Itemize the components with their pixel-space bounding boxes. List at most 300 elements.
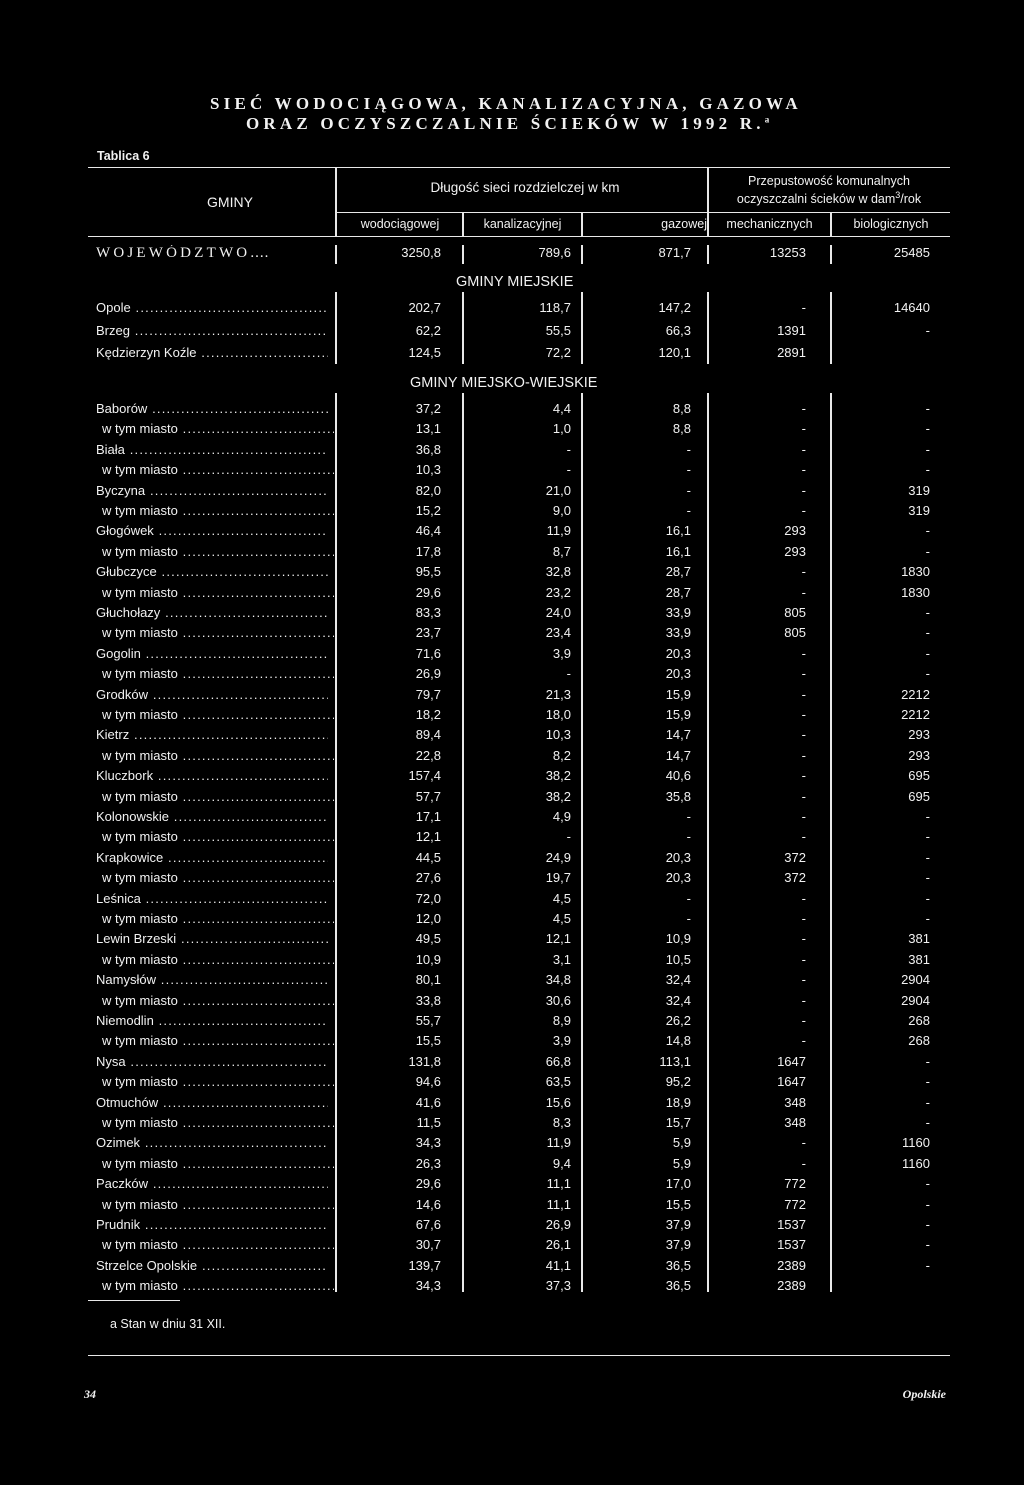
cell-mech: 293 [784,523,806,539]
cell-water: 41,6 [415,1094,441,1110]
cell-sewer: 4,5 [552,911,571,926]
cell-gas: - [686,911,691,926]
page-bottom-rule [88,1355,950,1356]
table-row [0,300,1024,320]
row-label-gmina: Kędzierzyn Koźle ..... [96,345,328,360]
cell-water: 139,7 [408,1257,441,1273]
cell-water: 89,4 [415,727,441,743]
row-label-gmina: Opole ..... [96,300,328,315]
cell-mech: - [801,809,806,824]
cell-bio: - [925,605,930,620]
row-label-city: w tym miasto ..... [102,544,334,559]
voivodeship-water: 3250,8 [401,245,441,260]
table-subrow-city [0,952,1024,972]
cell-gas: 15,7 [665,1115,691,1130]
cell-gas: 33,9 [665,605,691,620]
cell-mech: - [801,788,806,804]
cell-bio: - [925,523,930,539]
row-label-gmina: Krapkowice ..... [96,850,328,865]
cell-bio: 2212 [901,707,930,722]
cell-sewer: - [566,462,571,478]
cell-water: 23,7 [415,625,441,641]
section-urban-heading: GMINY MIEJSKIE [456,274,574,290]
table-row [0,323,1024,343]
cell-mech: 348 [784,1115,806,1130]
table-row [0,1054,1024,1074]
cell-mech: 1537 [777,1217,806,1232]
cell-mech: - [801,747,806,763]
table-row [0,646,1024,666]
cell-water: 10,3 [415,462,441,478]
cell-gas: 5,9 [672,1155,691,1171]
cell-gas: 10,9 [665,931,691,947]
cell-mech: 2389 [777,1257,806,1273]
cell-sewer: 3,1 [552,951,571,967]
cell-gas: - [686,482,691,498]
voivodeship-label: WOJEWÓDZTWO .... [96,245,326,262]
cell-water: 95,5 [415,564,441,580]
cell-bio: - [925,462,930,478]
row-label-gmina: Biała ..... [96,442,328,457]
cell-water: 27,6 [415,870,441,886]
cell-gas: 20,3 [665,870,691,886]
cell-bio: - [925,809,930,824]
cell-water: 44,5 [415,849,441,865]
cell-bio: - [925,1053,930,1069]
cell-water: 71,6 [415,645,441,661]
row-label-city: w tym miasto ..... [102,789,334,804]
table-subrow-city [0,993,1024,1013]
table-subrow-city [0,1156,1024,1176]
row-label-gmina: Kolonowskie ..... [96,809,328,824]
cell-gas: 20,3 [665,849,691,865]
cell-sewer: - [566,441,571,457]
cell-mech: - [801,727,806,743]
cell-gas: 5,9 [672,1135,691,1151]
header-col-bio: biologicznych [853,217,929,231]
cell-gas: 8,8 [672,421,691,437]
cell-water: 17,1 [415,809,441,824]
cell-sewer: 4,4 [552,401,571,416]
cell-sewer: 55,5 [545,322,571,338]
cell-sewer: 63,5 [545,1074,571,1090]
cell-gas: 20,3 [665,645,691,661]
row-label-gmina: Ozimek ..... [96,1135,328,1150]
cell-mech: - [801,972,806,988]
row-label-gmina: Kluczbork ..... [96,768,328,783]
cell-bio: - [925,911,930,926]
cell-mech: - [801,1135,806,1151]
cell-bio: 293 [908,747,930,763]
cell-bio: - [925,421,930,437]
cell-gas: 16,1 [665,543,691,559]
cell-bio: 1830 [901,564,930,580]
table-row [0,523,1024,543]
table-subrow-city [0,1074,1024,1094]
cell-sewer: 34,8 [545,972,571,988]
cell-sewer: 12,1 [545,931,571,947]
page-number: 34 [84,1387,96,1401]
cell-sewer: 8,7 [552,543,571,559]
table-row [0,809,1024,829]
header-length-group: Długość sieci rozdzielczej w km [430,180,620,195]
cell-mech: - [801,768,806,784]
cell-sewer: 18,0 [545,707,571,722]
cell-gas: - [686,441,691,457]
cell-bio: 319 [908,503,930,518]
cell-water: 14,6 [415,1196,441,1212]
cell-mech: - [801,300,806,315]
cell-water: 12,0 [415,911,441,926]
cell-bio: - [925,1115,930,1130]
header-gminy: GMINY [207,194,253,210]
table-subrow-city [0,1033,1024,1053]
cell-water: 72,0 [415,890,441,906]
cell-water: 26,9 [415,666,441,682]
table-row [0,605,1024,625]
cell-mech: - [801,1013,806,1028]
cell-water: 17,8 [415,543,441,559]
voivodeship-mech: 13253 [769,245,806,260]
cell-bio: - [925,1196,930,1212]
cell-bio: - [925,1176,930,1192]
cell-gas: 26,2 [665,1013,691,1028]
cell-water: 82,0 [415,482,441,498]
row-label-gmina: Otmuchów ..... [96,1095,328,1110]
table-row [0,1176,1024,1196]
table-row [0,931,1024,951]
table-subrow-city [0,585,1024,605]
cell-bio: 268 [908,1033,930,1049]
cell-sewer: 72,2 [545,345,571,360]
cell-water: 30,7 [415,1237,441,1253]
page-title-line2-text: ORAZ OCZYSZCZALNIE ŚCIEKÓW W 1992 R. [246,114,765,133]
cell-sewer: 41,1 [545,1257,571,1273]
cell-bio: - [925,666,930,682]
cell-mech: 2389 [777,1278,806,1294]
voivodeship-sewer: 789,6 [538,245,571,260]
table-subrow-city [0,544,1024,564]
table-subrow-city [0,462,1024,482]
cell-bio: - [925,625,930,641]
cell-sewer: 24,0 [545,605,571,620]
table-subrow-city [0,1115,1024,1135]
cell-water: 15,5 [415,1033,441,1049]
table-row [0,1135,1024,1155]
cell-gas: 15,5 [665,1196,691,1212]
cell-gas: 20,3 [665,666,691,682]
row-label-gmina: Grodków ..... [96,687,328,702]
cell-bio: - [925,401,930,416]
cell-sewer: 9,0 [552,503,571,518]
row-label-city: w tym miasto ..... [102,421,334,436]
cell-mech: 772 [784,1196,806,1212]
cell-bio: 695 [908,768,930,784]
table-subrow-city [0,625,1024,645]
cell-gas: 16,1 [665,523,691,539]
table-row [0,483,1024,503]
cell-sewer: 4,9 [552,809,571,824]
cell-mech: - [801,890,806,906]
table-subrow-city [0,911,1024,931]
header-col-gas: gazowej [661,217,707,231]
cell-mech: - [801,401,806,416]
cell-gas: - [686,462,691,478]
cell-mech: 2891 [777,345,806,360]
table-row [0,1013,1024,1033]
cell-bio: 381 [908,931,930,947]
cell-gas: 32,4 [665,992,691,1008]
cell-gas: 35,8 [665,788,691,804]
cell-bio: 14640 [893,300,930,315]
cell-bio: 319 [908,482,930,498]
section-urban-rural-heading: GMINY MIEJSKO-WIEJSKIE [410,375,598,391]
cell-gas: 66,3 [665,322,691,338]
cell-gas: - [686,829,691,845]
cell-gas: 37,9 [665,1217,691,1232]
cell-sewer: 4,5 [552,890,571,906]
cell-water: 34,3 [415,1278,441,1294]
table-label: Tablica 6 [97,149,150,163]
table-row [0,727,1024,747]
row-label-gmina: Głogówek ..... [96,523,328,538]
cell-bio: 268 [908,1013,930,1028]
cell-bio: 2904 [901,972,930,988]
cell-gas: 120,1 [658,345,691,360]
cell-mech: - [801,707,806,722]
cell-mech: 293 [784,543,806,559]
table-row [0,972,1024,992]
cell-mech: 1391 [777,322,806,338]
table-row [0,1095,1024,1115]
region-label: Opolskie [902,1387,946,1401]
cell-water: 13,1 [415,421,441,437]
cell-mech: - [801,1033,806,1049]
cell-mech: - [801,911,806,926]
cell-mech: - [801,686,806,702]
header-capacity-line2-pre: oczyszczalni ścieków w dam [736,192,896,207]
table-subrow-city [0,1237,1024,1257]
row-label-gmina: Leśnica ..... [96,891,328,906]
cell-sewer: 11,1 [546,1196,571,1212]
row-label-gmina: Strzelce Opolskie ..... [96,1258,328,1273]
cell-sewer: 21,0 [545,482,571,498]
cell-gas: 36,5 [665,1257,691,1273]
cell-sewer: - [566,829,571,845]
row-label-gmina: Nysa ..... [96,1054,328,1069]
cell-gas: 147,2 [658,300,691,315]
page-title-line1: SIEĆ WODOCIĄGOWA, KANALIZACYJNA, GAZOWA [210,94,802,113]
cell-sewer: 19,7 [545,870,571,886]
cell-sewer: 118,7 [539,300,571,315]
cell-sewer: 24,9 [545,849,571,865]
cell-mech: - [801,931,806,947]
cell-bio: 2212 [901,686,930,702]
cell-bio: - [925,645,930,661]
title-footnote-marker: a [764,114,770,125]
cell-water: 46,4 [415,523,441,539]
cell-mech: - [801,462,806,478]
row-label-city: w tym miasto ..... [102,1074,334,1089]
row-label-city: w tym miasto ..... [102,462,334,477]
cell-water: 49,5 [415,931,441,947]
cell-gas: 113,1 [659,1053,691,1069]
cell-water: 29,6 [415,584,441,600]
cell-mech: 348 [784,1094,806,1110]
row-label-gmina: Namysłów ..... [96,972,328,987]
cell-water: 79,7 [415,686,441,702]
table-subrow-city [0,829,1024,849]
row-label-city: w tym miasto ..... [102,952,334,967]
cell-sewer: 21,3 [545,686,571,702]
row-label-city: w tym miasto ..... [102,748,334,763]
cell-sewer: 66,8 [545,1053,571,1069]
cell-bio: - [925,829,930,845]
cell-gas: 28,7 [665,564,691,580]
cell-bio: - [925,322,930,338]
cell-water: 22,8 [415,747,441,763]
cell-mech: - [801,564,806,580]
cell-water: 67,6 [415,1217,441,1232]
row-label-gmina: Gogolin ..... [96,646,328,661]
row-label-city: w tym miasto ..... [102,829,334,844]
cell-sewer: 1,0 [552,421,571,437]
cell-sewer: 11,9 [546,1135,571,1151]
table-row [0,687,1024,707]
cell-mech: 372 [784,849,806,865]
cell-sewer: 15,6 [545,1094,571,1110]
row-label-gmina: Byczyna ..... [96,483,328,498]
cell-bio: 1160 [902,1135,930,1151]
cell-gas: 28,7 [665,584,691,600]
footnote: a Stan w dniu 31 XII. [110,1317,226,1331]
cell-water: 11,5 [416,1115,441,1130]
row-label-gmina: Lewin Brzeski ..... [96,931,328,946]
table-subrow-city [0,503,1024,523]
header-col-water: wodociągowej [360,217,440,231]
cell-bio: - [925,870,930,886]
cell-sewer: 38,2 [545,768,571,784]
row-label-gmina: Baborów ..... [96,401,328,416]
cell-sewer: 26,9 [545,1217,571,1232]
cell-sewer: 11,9 [546,523,571,539]
row-label-gmina: Brzeg ..... [96,323,328,338]
row-label-gmina: Kietrz ..... [96,727,328,742]
header-col-mech: mechanicznych [726,217,813,231]
row-label-city: w tym miasto ..... [102,1115,334,1130]
cell-sewer: 3,9 [552,645,571,661]
table-row [0,768,1024,788]
row-label-city: w tym miasto ..... [102,625,334,640]
cell-mech: - [801,482,806,498]
cell-sewer: 23,2 [545,584,571,600]
cell-bio: - [925,543,930,559]
cell-mech: 372 [784,870,806,886]
cell-water: 15,2 [415,503,441,518]
cell-water: 55,7 [415,1013,441,1028]
cell-water: 202,7 [408,300,441,315]
row-label-gmina: Niemodlin ..... [96,1013,328,1028]
row-label-city: w tym miasto ..... [102,585,334,600]
cell-sewer: 26,1 [545,1237,571,1253]
row-label-city: w tym miasto ..... [102,666,334,681]
cell-bio: 381 [908,951,930,967]
cell-sewer: - [566,666,571,682]
cell-water: 131,8 [408,1053,441,1069]
cell-gas: 32,4 [665,972,691,988]
cell-gas: - [686,503,691,518]
cell-gas: 14,8 [665,1033,691,1049]
cell-water: 124,5 [408,345,441,360]
header-capacity-line1: Przepustowość komunalnych [748,174,910,188]
cell-gas: 36,5 [665,1278,691,1294]
cell-bio: 2904 [901,992,930,1008]
cell-water: 80,1 [415,972,441,988]
cell-gas: 95,2 [665,1074,691,1090]
cell-sewer: 23,4 [545,625,571,641]
table-row [0,345,1024,365]
row-label-city: w tym miasto ..... [102,1278,334,1293]
cell-mech: - [801,584,806,600]
cell-sewer: 9,4 [552,1155,571,1171]
table-row [0,564,1024,584]
table-subrow-city [0,1278,1024,1298]
row-label-city: w tym miasto ..... [102,1197,334,1212]
table-subrow-city [0,870,1024,890]
cell-bio: 293 [908,727,930,743]
cell-sewer: 10,3 [545,727,571,743]
row-label-city: w tym miasto ..... [102,707,334,722]
cell-bio: - [925,890,930,906]
cell-gas: 14,7 [665,747,691,763]
cell-water: 26,3 [415,1155,441,1171]
row-label-city: w tym miasto ..... [102,1237,334,1252]
cell-sewer: 3,9 [552,1033,571,1049]
cell-mech: 805 [784,625,806,641]
cell-mech: - [801,645,806,661]
cell-water: 83,3 [415,605,441,620]
voivodeship-gas: 871,7 [658,245,691,260]
cell-gas: - [686,809,691,824]
cell-gas: 14,7 [665,727,691,743]
cell-sewer: 32,8 [545,564,571,580]
cell-sewer: 30,6 [545,992,571,1008]
cell-water: 37,2 [415,401,441,416]
cell-bio: - [925,1074,930,1090]
cell-water: 12,1 [415,829,441,845]
cell-bio: 1830 [901,584,930,600]
table-subrow-city [0,666,1024,686]
cell-water: 18,2 [415,707,441,722]
footnote-rule [88,1300,180,1301]
cell-gas: - [686,890,691,906]
cell-mech: 1537 [777,1237,806,1253]
cell-mech: 772 [784,1176,806,1192]
cell-mech: 805 [784,605,806,620]
cell-bio: - [925,1257,930,1273]
cell-water: 62,2 [415,322,441,338]
cell-sewer: 8,3 [552,1115,571,1130]
cell-mech: - [801,503,806,518]
cell-mech: - [801,666,806,682]
cell-water: 157,4 [408,768,441,784]
header-col-sewer: kanalizacyjnej [483,217,562,231]
table-row [0,891,1024,911]
cell-gas: 15,9 [665,686,691,702]
row-label-city: w tym miasto ..... [102,911,334,926]
cell-sewer: 37,3 [545,1278,571,1294]
cell-gas: 17,0 [665,1176,691,1192]
